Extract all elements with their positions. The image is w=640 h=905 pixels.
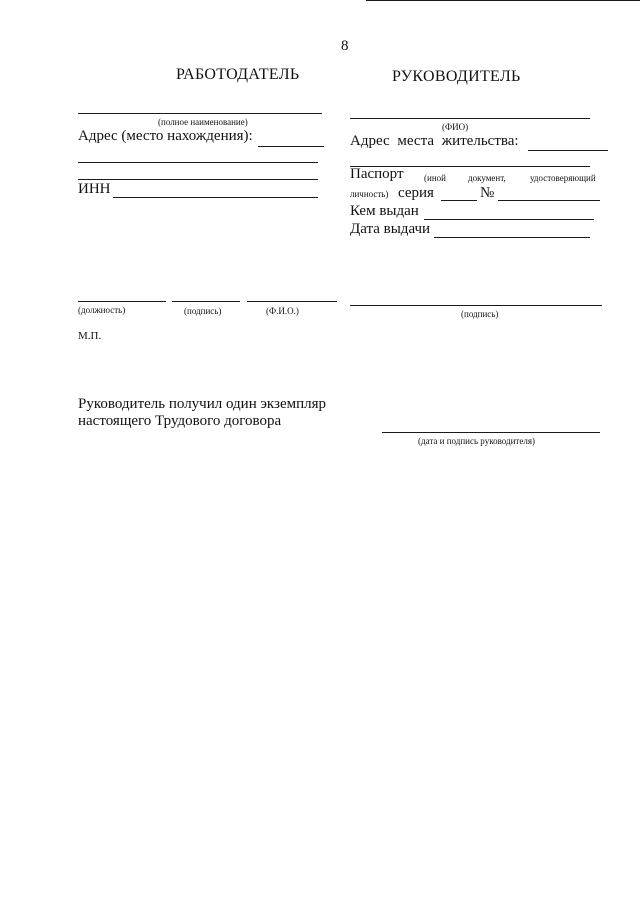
employer-address-line-3[interactable] [78,179,318,180]
passport-note-4: личность) [350,189,389,199]
director-number-field[interactable] [498,200,600,201]
director-signature-caption: (подпись) [461,309,499,319]
director-fio-caption: (ФИО) [442,122,469,132]
passport-note-2: документ, [468,173,506,183]
page-number: 8 [341,38,349,54]
director-fio-field[interactable] [350,118,590,119]
stamp-label: М.П. [78,330,102,342]
director-passport-label: Паспорт [350,166,404,182]
employer-inn-field[interactable] [113,197,318,198]
employer-address-line-2[interactable] [78,162,318,163]
director-issued-by-label: Кем выдан [350,203,419,219]
receipt-line-2: настоящего Трудового договора [78,413,282,429]
employer-signature-caption: (подпись) [184,306,222,316]
director-issued-by-field[interactable] [424,219,594,220]
top-rule [366,0,640,1]
employer-inn-label: ИНН [78,181,111,197]
director-issue-date-field[interactable] [434,237,590,238]
employer-name-field[interactable] [78,113,322,114]
director-heading: РУКОВОДИТЕЛЬ [392,68,521,85]
director-number-label: № [480,185,495,201]
employer-fio-field[interactable] [247,301,337,302]
employer-fio-caption: (Ф.И.О.) [266,306,299,316]
passport-note-1: (иной [424,173,446,183]
director-series-label: серия [398,185,434,201]
employer-address-label: Адрес (место нахождения): [78,128,253,144]
director-address-label: Адрес места жительства: [350,133,519,149]
receipt-signature-field[interactable] [382,432,600,433]
director-series-field[interactable] [441,200,477,201]
director-issue-date-label: Дата выдачи [350,221,431,237]
employer-signature-field[interactable] [172,301,240,302]
employer-position-field[interactable] [78,301,166,302]
receipt-caption: (дата и подпись руководителя) [418,436,535,446]
receipt-line-1: Руководитель получил один экземпляр [78,396,327,412]
employer-heading: РАБОТОДАТЕЛЬ [176,66,300,83]
employer-address-field[interactable] [258,146,324,147]
employer-position-caption: (должность) [78,305,126,315]
director-address-field[interactable] [528,150,608,151]
director-signature-field[interactable] [350,305,602,306]
passport-note-3: удостоверяющий [530,173,596,183]
employer-name-caption: (полное наименование) [158,117,248,127]
